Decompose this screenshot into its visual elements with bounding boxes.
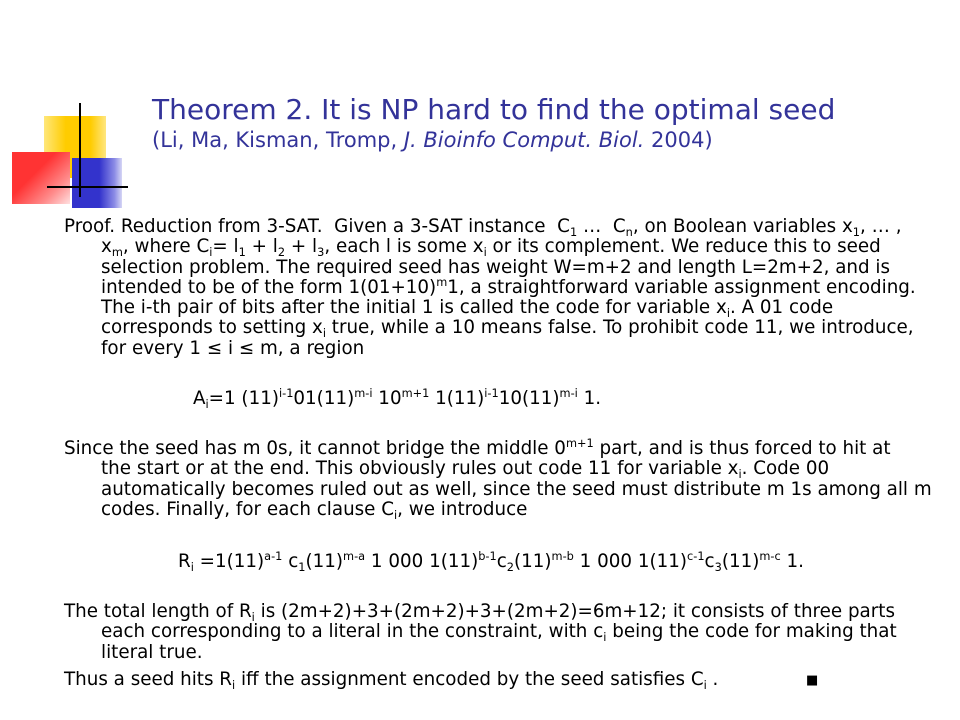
text-run: =1(11) (193, 551, 265, 572)
text-run: x (101, 236, 112, 258)
superscript: c-1 (687, 549, 705, 564)
text-run: literal true. (101, 641, 203, 663)
text-run: + l (285, 236, 318, 258)
proof-paragraph (64, 217, 916, 359)
superscript: m-b (551, 549, 574, 564)
subscript: i (738, 466, 742, 481)
region-formula (193, 386, 602, 411)
subscript: 1 (298, 559, 306, 574)
subscript: i (703, 677, 707, 692)
text-line (64, 298, 916, 318)
superscript: m+1 (565, 436, 594, 451)
text-run: c (282, 551, 299, 572)
vertical-rule-decoration (79, 103, 81, 197)
subscript: 3 (714, 559, 722, 574)
text-run: . (706, 669, 719, 690)
length-paragraph (64, 602, 897, 663)
text-line (64, 643, 897, 663)
subscript: i (603, 629, 607, 644)
text-run: . A 01 code (729, 297, 834, 319)
italic-text: J. Bioinfo Comput. Biol. (403, 128, 645, 152)
superscript: i-1 (484, 386, 499, 401)
text-line (64, 217, 916, 237)
text-run: , where C (122, 236, 210, 258)
subscript: 2 (506, 559, 515, 574)
horizontal-rule-decoration (47, 186, 128, 188)
text-run: the start or at the end. This obviously rules out code 11 for variable x (101, 458, 739, 480)
text-run: A (193, 388, 206, 409)
text-run: for every 1 ≤ i ≤ m, a region (101, 337, 365, 359)
conclusion-line (64, 670, 718, 690)
text-line (64, 500, 932, 520)
text-run: 01(11) (293, 388, 355, 409)
text-line (64, 436, 932, 459)
text-run: 1(11) (429, 388, 485, 409)
text-run: Thus a seed hits R (64, 669, 232, 690)
text-line (64, 459, 932, 479)
text-run: iff the assignment encoded by the seed satisfies C (235, 669, 704, 690)
text-run: 1 000 1(11) (365, 551, 479, 572)
text-run: 1. (780, 551, 804, 572)
subscript: i (232, 677, 236, 692)
text-run: R (178, 551, 191, 572)
text-run: true, while a 10 means false. To prohibit code 11, we introduce, (325, 317, 914, 339)
superscript: m-i (559, 386, 578, 401)
superscript: m-c (759, 549, 781, 564)
text-run: c (704, 551, 715, 572)
text-run: c (496, 551, 507, 572)
subscript: n (625, 224, 633, 239)
subscript: i (190, 559, 194, 574)
text-run: (11) (514, 551, 552, 572)
text-line (64, 275, 916, 298)
text-run: , on Boolean variables x (632, 216, 853, 237)
end-of-proof-mark: ■ (806, 673, 819, 688)
text-run: Proof. Reduction from 3-SAT. Given a 3-SAT instance C (64, 216, 570, 237)
text-line (64, 622, 897, 642)
superscript: m (436, 275, 448, 290)
red-square-decoration (12, 152, 70, 204)
subscript: 1 (852, 224, 861, 239)
text-run: corresponds to setting x (101, 317, 323, 339)
text-run: The total length of R (64, 601, 252, 622)
text-run: selection problem. The required seed has weight W=m+2 and length L=2m+2, and is (101, 256, 891, 278)
subscript: 1 (569, 224, 578, 239)
clause-formula (178, 549, 804, 574)
text-run: = l (212, 236, 239, 258)
text-run: … C (577, 216, 626, 237)
text-run: part, and is thus forced to hit at (593, 438, 891, 459)
superscript: b-1 (478, 549, 497, 564)
text-run: The i-th pair of bits after the initial 1 is called the code for variable x (101, 297, 727, 319)
text-line (64, 317, 916, 341)
text-run: being the code for making that (606, 621, 897, 643)
text-run: or its complement. We reduce this to seed (486, 236, 881, 258)
text-run: 2004) (644, 128, 713, 152)
superscript: i-1 (278, 386, 294, 401)
superscript: m+1 (401, 386, 430, 401)
text-run: =1 (11) (208, 388, 279, 409)
subscript: m (111, 244, 123, 259)
subscript: 2 (277, 244, 286, 259)
subscript: i (394, 507, 398, 522)
text-run: 10 (372, 388, 402, 409)
text-line (64, 602, 897, 622)
text-run: , each l is some x (324, 236, 484, 258)
slide-subtitle-citation (152, 127, 713, 153)
since-paragraph (64, 436, 932, 522)
text-run: + l (245, 236, 278, 258)
subscript: 1 (238, 244, 246, 259)
text-run: codes. Finally, for each clause C (101, 498, 394, 520)
text-run: Since the seed has m 0s, it cannot bridge the middle 0 (64, 438, 566, 459)
subscript: 3 (317, 244, 325, 259)
superscript: m-a (343, 549, 366, 564)
text-run: 1, a straightforward variable assignment encoding. (447, 276, 916, 298)
text-line (64, 237, 916, 257)
text-run: 1 000 1(11) (573, 551, 687, 572)
subscript: i (209, 244, 213, 259)
text-run: 10(11) (498, 388, 560, 409)
superscript: m-i (354, 386, 373, 401)
text-run: , we introduce (397, 498, 528, 520)
text-run: each corresponding to a literal in the constraint, with c (101, 621, 604, 643)
superscript: a-1 (264, 549, 283, 564)
text-run: (11) (721, 551, 760, 572)
text-run: 1. (577, 388, 602, 409)
text-line (64, 339, 916, 359)
text-run: . Code 00 (741, 458, 830, 480)
subscript: i (726, 305, 730, 320)
text-run: is (2m+2)+3+(2m+2)+3+(2m+2)=6m+12; it consists of three parts (254, 601, 895, 622)
subscript: i (322, 326, 326, 341)
slide-title: Theorem 2. It is NP hard to find the optimal seed (152, 93, 836, 126)
text-run: intended to be of the form 1(01+10) (101, 276, 437, 298)
text-run: automatically becomes ruled out as well, since the seed must distribute m 1s among all m (101, 478, 932, 500)
text-run: (Li, Ma, Kisman, Tromp, (152, 128, 404, 152)
text-line (64, 480, 932, 500)
text-run: , … , (860, 216, 902, 237)
subscript: i (251, 609, 255, 624)
subscript: i (483, 244, 487, 259)
subscript: i (205, 396, 209, 411)
text-run: (11) (305, 551, 344, 572)
text-line (64, 258, 916, 278)
